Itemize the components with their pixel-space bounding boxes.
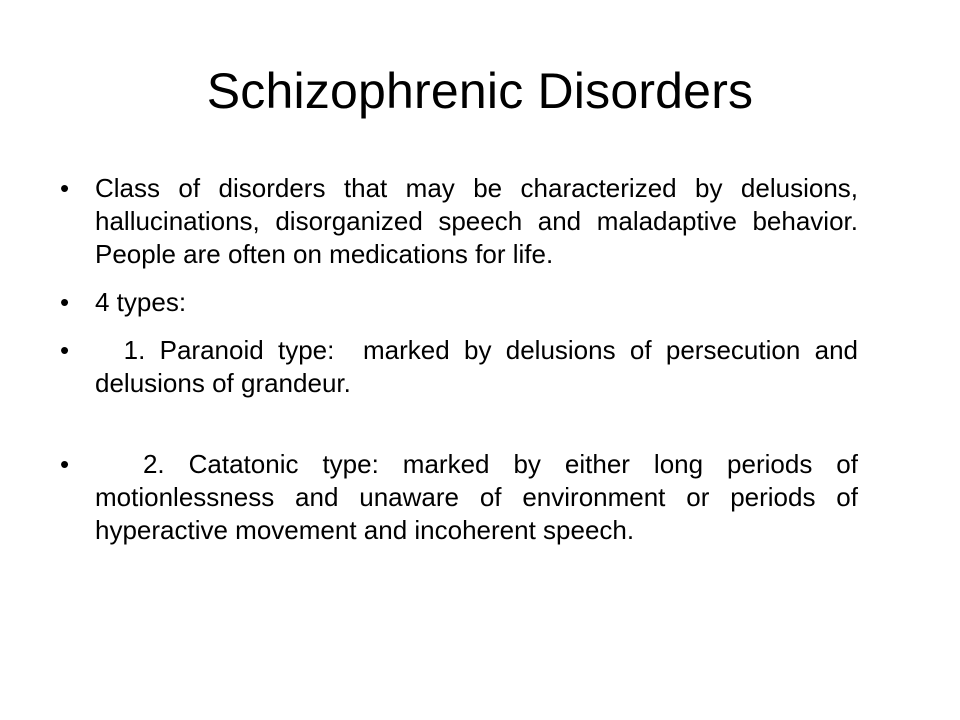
bullet-text: Class of disorders that may be characterized by delusions, hallucinations, disorganized speech and maladaptive behavior. People are often on medications for life. <box>95 173 873 269</box>
slide-title: Schizophrenic Disorders <box>206 63 754 119</box>
bullet-text: 1. Paranoid type: marked by delusions of persecution and delusions of grandeur. <box>95 335 866 398</box>
bullet-item-paranoid-type <box>58 334 866 400</box>
bullet-marker: • <box>60 173 70 203</box>
bullet-item-class-of-disorders <box>58 172 873 271</box>
bullet-marker: • <box>60 449 70 479</box>
bullet-list <box>58 172 873 547</box>
bullet-text: 4 types: <box>95 287 187 317</box>
bullet-item-types <box>58 286 858 319</box>
bullet-marker: • <box>60 287 70 317</box>
bullet-text: 2. Catatonic type: marked by either long periods of motionlessness and unaware of environment or periods of hyperactive movement and incoherent speech. <box>95 449 866 545</box>
bullet-item-catatonic-type <box>58 448 866 547</box>
bullet-marker: • <box>60 335 70 365</box>
